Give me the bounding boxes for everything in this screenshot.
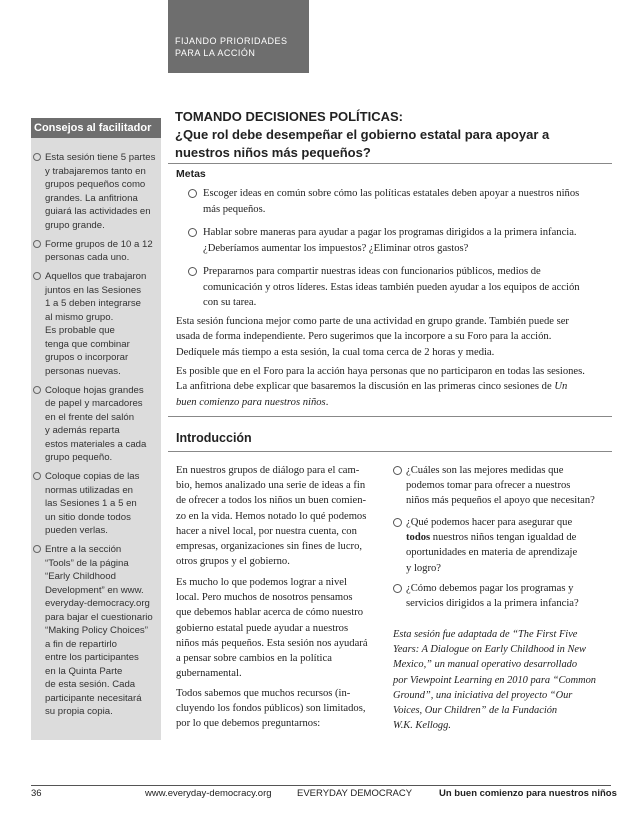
- intro-heading: Introducción: [176, 431, 252, 445]
- sidebar-item: Coloque hojas grandes de papel y marcadores en el frente del salón y además reparta estos materiales a cada grupo pequeño.: [31, 384, 161, 465]
- section-tab-line1: FIJANDO PRIORIDADES: [175, 36, 288, 46]
- title-line2: ¿Que rol debe desempeñar el gobierno estatal para apoyar a: [175, 127, 550, 142]
- title-line3: nuestros niños más pequeños?: [175, 145, 371, 160]
- sidebar-item: Esta sesión tiene 5 partes y trabajaremos tanto en grupos pequeños como grandes. La anfitriona guiará las actividades en grupo grande.: [31, 151, 161, 232]
- bullet-circle-icon: [188, 228, 197, 237]
- bullet-circle-icon: [33, 153, 41, 161]
- bullet-circle-icon: [33, 545, 41, 553]
- session-paragraph: Esta sesión funciona mejor como parte de una actividad en grupo grande. También puede ser usada de forma independiente. Pero sugerimos que la incorpore a su Foro para la acción. Dedíquele más tiempo a esta sesión, la cual toma cerca de 2 horas y media.: [176, 316, 569, 358]
- footer-org: EVERYDAY DEMOCRACY: [297, 788, 413, 799]
- question-item: ¿Cómo debemos pagar los programas y servicios dirigidos a la primera infancia?: [406, 581, 579, 611]
- title-divider: [168, 163, 612, 164]
- goal-item: Prepararnos para compartir nuestras ideas con funcionarios públicos, medios de comunicación y otros líderes. Estas ideas también pueden ayudar a los equipos de acción con su tarea.: [203, 264, 580, 311]
- question-item: ¿Cuáles son las mejores medidas que podemos tomar para ofrecer a nuestros niños más pequeños el apoyo que necesitan?: [406, 463, 595, 509]
- bullet-circle-icon: [188, 189, 197, 198]
- section-tab-line2: PARA LA ACCIÓN: [175, 48, 256, 58]
- forum-paragraph: Es posible que en el Foro para la acción haya personas que no participaron en todas las sesiones. La anfitriona debe explicar que basaremos la discusión en las primeras cinco sesiones de Un buen comienzo para nuestros niños.: [176, 366, 585, 408]
- goal-item: Escoger ideas en común sobre cómo las políticas estatales deben apoyar a nuestros niños más pequeños.: [203, 186, 579, 217]
- sidebar-list: [31, 151, 161, 724]
- bullet-circle-icon: [188, 267, 197, 276]
- footer-rule: [31, 785, 611, 786]
- intro-paragraph: En nuestros grupos de diálogo para el cam- bio, hemos analizado una serie de ideas a fin de ofrecer a todos los niños un buen comien- zo en la vida. Hemos notado lo qué podemos hacer a nivel local, por nuestra cuenta, con empresas, organizaciones sin fines de lucro, otros grupos y el gobierno.: [176, 465, 367, 568]
- sidebar-item: Entre a la sección “Tools” de la página “Early Childhood Development” en www. everyday-democracy.org para bajar el cuestionario “Making Policy Choices” a fin de repartirlo entre los participantes en la Quinta Parte de esta sesión. Cada participante necesitará su propia copia.: [31, 543, 161, 719]
- sidebar-item: Forme grupos de 10 a 12 personas cada uno.: [31, 238, 161, 265]
- bullet-circle-icon: [393, 466, 402, 475]
- question-item: ¿Qué podemos hacer para asegurar que todos nuestros niños tengan igualdad de oportunidades en materia de aprendizaje y logro?: [406, 515, 577, 576]
- page-footer: [31, 788, 617, 802]
- bullet-circle-icon: [33, 272, 41, 280]
- page-number: 36: [31, 788, 42, 799]
- intro-paragraph: Todos sabemos que muchos recursos (in- cluyendo los fondos públicos) son limitados, por lo que debemos preguntarnos:: [176, 688, 366, 730]
- bullet-circle-icon: [33, 240, 41, 248]
- sidebar-item: Coloque copias de las normas utilizadas en las Sesiones 1 a 5 en un sitio donde todos pueden verlas.: [31, 470, 161, 538]
- bullet-circle-icon: [33, 472, 41, 480]
- title-line1: TOMANDO DECISIONES POLÍTICAS:: [175, 109, 403, 124]
- section-divider: [168, 416, 612, 417]
- goals-heading: Metas: [176, 168, 206, 180]
- bullet-circle-icon: [393, 518, 402, 527]
- goal-item: Hablar sobre maneras para ayudar a pagar los programas dirigidos a la primera infancia. ¿Deberíamos aumentar los impuestos? ¿Eliminar otros gastos?: [203, 225, 577, 256]
- footer-url: www.everyday-democracy.org: [145, 788, 272, 799]
- intro-paragraph: Es mucho lo que podemos lograr a nivel local. Pero muchos de nosotros pensamos que debemos hablar acerca de cómo nuestro gobierno estatal puede ayudar a nuestros niños más pequeños. Esta sesión nos ayudará a pensar sobre cambios en la política gubernamental.: [176, 577, 368, 680]
- bullet-circle-icon: [33, 386, 41, 394]
- sidebar-item: Aquellos que trabajaron juntos en las Sesiones 1 a 5 deben integrarse al mismo grupo. Es probable que tenga que combinar grupos o incorporar personas nuevas.: [31, 270, 161, 378]
- footer-book-title: Un buen comienzo para nuestros niños: [439, 788, 617, 799]
- adaptation-credit: Esta sesión fue adaptada de “The First Five Years: A Dialogue on Early Childhood in New Mexico,” un manual operativo desarrollado por Viewpoint Learning en 2010 para “Common Ground”, una iniciativa del proyecto “Our Voices, Our Children” de la Fundación W.K. Kellogg.: [393, 629, 597, 732]
- page-title: [175, 108, 615, 162]
- bullet-circle-icon: [393, 584, 402, 593]
- sidebar-title: Consejos al facilitador: [31, 118, 161, 138]
- section-tab: [168, 0, 309, 73]
- intro-divider: [168, 451, 612, 452]
